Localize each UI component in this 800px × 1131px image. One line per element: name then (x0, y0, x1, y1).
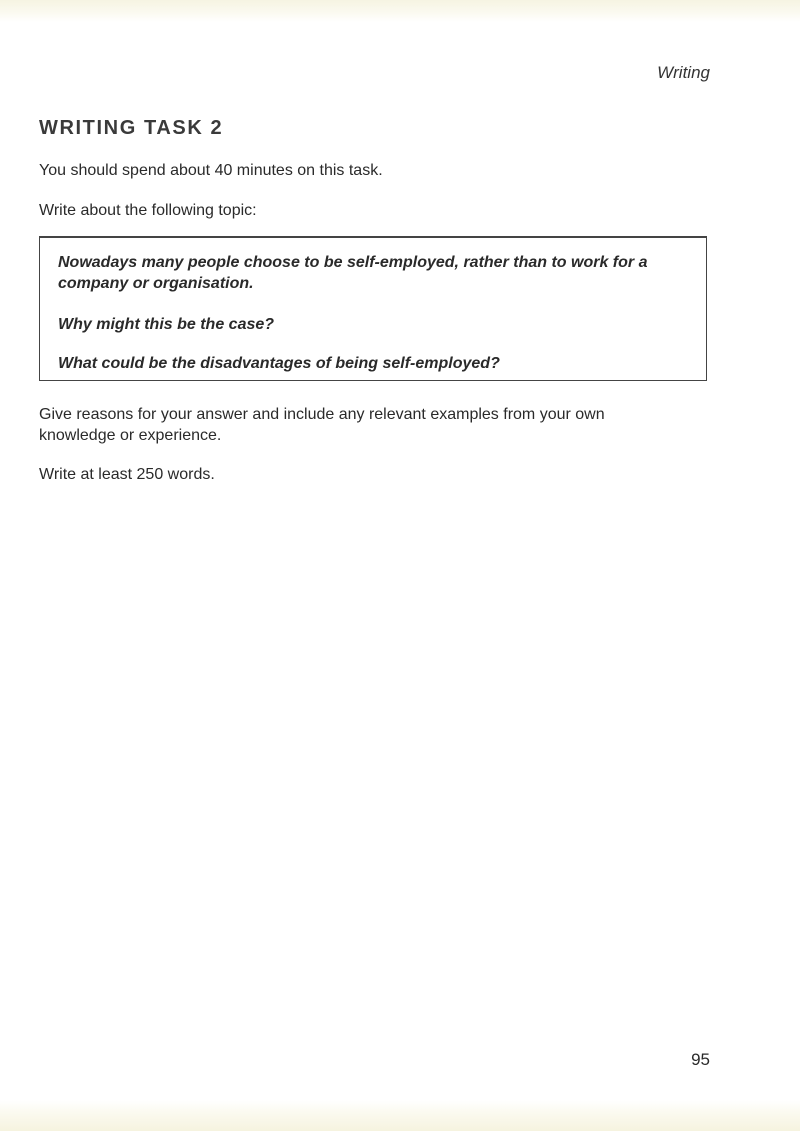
topic-statement: Nowadays many people choose to be self-employed, rather than to work for a company or organisation. (58, 254, 648, 292)
word-count-instruction: Write at least 250 words. (39, 466, 215, 483)
reasons-instruction: Give reasons for your answer and include any relevant examples from your own knowledge or experience. (39, 406, 605, 444)
topic-box (39, 236, 707, 381)
task-title: WRITING TASK 2 (39, 117, 224, 139)
topic-intro: Write about the following topic: (39, 202, 257, 219)
topic-question-1: Why might this be the case? (58, 316, 275, 333)
scan-edge-top (0, 0, 800, 22)
time-instruction: You should spend about 40 minutes on this task. (39, 162, 383, 179)
topic-question-2: What could be the disadvantages of being self-employed? (58, 355, 500, 372)
page-number: 95 (691, 1050, 710, 1069)
section-header: Writing (657, 63, 710, 82)
scan-edge-bottom (0, 1100, 800, 1131)
